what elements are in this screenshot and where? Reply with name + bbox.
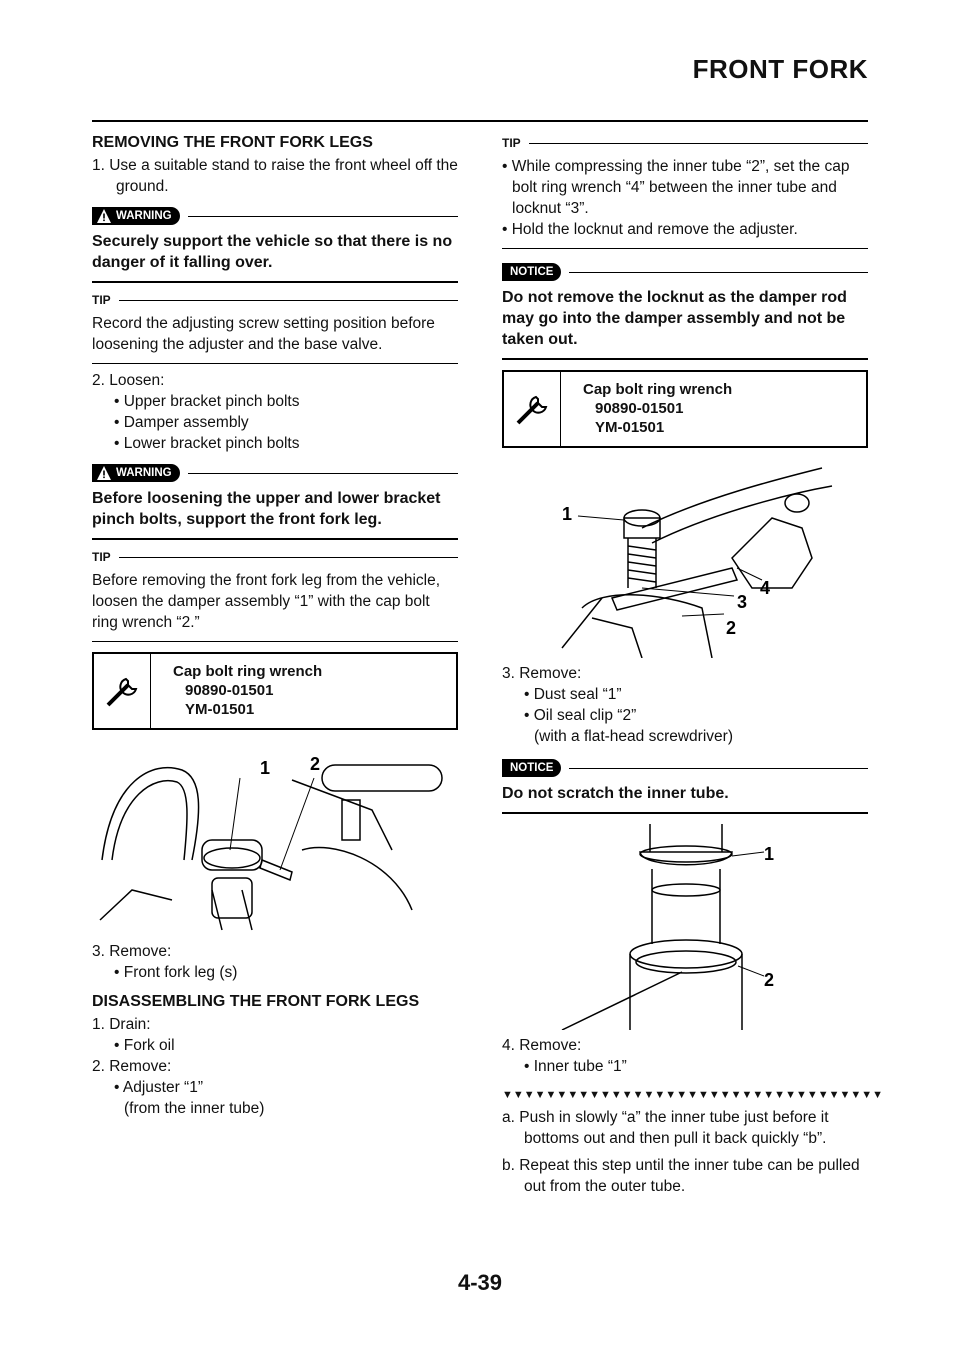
list-item: • Adjuster “1” — [114, 1079, 203, 1096]
step-2-remove: 2. Remove: — [92, 1058, 172, 1075]
tool-name: Cap bolt ring wrench — [173, 663, 323, 680]
list-item-note: (with a flat-head screwdriver) — [534, 728, 733, 745]
warning-text-2: Before loosening the upper and lower bracket pinch bolts, support the front fork leg. — [92, 490, 441, 528]
divider — [92, 641, 458, 642]
step-3-remove: 3. Remove: — [502, 665, 582, 682]
notice-header — [502, 759, 868, 777]
right-column — [502, 134, 884, 1203]
special-tool-box — [502, 370, 868, 448]
list-item-note: (from the inner tube) — [124, 1100, 265, 1117]
list-item: • Dust seal “1” — [524, 686, 622, 703]
tip-header — [92, 550, 458, 564]
divider — [502, 812, 868, 814]
warning-triangle-icon — [96, 465, 112, 481]
warning-badge — [92, 207, 180, 225]
divider — [92, 281, 458, 283]
warning-text-1: Securely support the vehicle so that there is no danger of it falling over. — [92, 233, 453, 271]
divider — [92, 363, 458, 364]
tip-label: TIP — [92, 293, 111, 307]
substep-a: a. Push in slowly “a” the inner tube just before it bottoms out and then pull it back quickly “b”. — [502, 1109, 829, 1147]
notice-header — [502, 263, 868, 281]
warning-label: WARNING — [116, 467, 172, 479]
substep-b: b. Repeat this step until the inner tube can be pulled out from the outer tube. — [502, 1157, 860, 1195]
divider — [502, 248, 868, 249]
tip-text-1: Record the adjusting screw setting position before loosening the adjuster and the base valve. — [92, 315, 435, 353]
figure-fork-cap-wrench — [92, 740, 458, 941]
figure-label: 1 — [764, 844, 775, 864]
step-4-remove: 4. Remove: — [502, 1037, 582, 1054]
step-2: 2. Loosen: — [92, 372, 165, 389]
tip-label: TIP — [502, 136, 521, 150]
tip-text-2: Before removing the front fork leg from the vehicle, loosen the damper assembly “1” with the cap bolt ring wrench “2.” — [92, 572, 441, 631]
figure-label: 2 — [726, 618, 737, 638]
section-heading-removing: REMOVING THE FRONT FORK LEGS — [92, 134, 373, 151]
tool-code: YM-01501 — [595, 419, 665, 436]
figure-dust-seal-clip — [502, 824, 868, 1035]
wrench-icon — [504, 372, 561, 446]
section-heading-disassembling: DISASSEMBLING THE FRONT FORK LEGS — [92, 993, 420, 1010]
page-number: 4-39 — [457, 1270, 503, 1295]
tool-code: YM-01501 — [185, 701, 255, 718]
tip-item: • While compressing the inner tube “2”, set the cap bolt ring wrench “4” between the inner tube and locknut “3”. — [502, 158, 850, 217]
divider — [92, 538, 458, 540]
warning-triangle-icon — [96, 208, 112, 224]
wrench-icon — [94, 654, 151, 728]
tip-label: TIP — [92, 550, 111, 564]
step-1-drain: 1. Drain: — [92, 1016, 151, 1033]
step-3: 3. Remove: — [92, 943, 172, 960]
list-item: • Upper bracket pinch bolts — [114, 393, 300, 410]
page-title: FRONT FORK — [692, 54, 868, 84]
list-item: • Fork oil — [114, 1037, 175, 1054]
step-1: 1. Use a suitable stand to raise the front wheel off the ground. — [92, 157, 458, 195]
left-column — [92, 134, 458, 1119]
list-item: • Lower bracket pinch bolts — [114, 435, 300, 452]
figure-adjuster-removal — [502, 458, 868, 663]
warning-header — [92, 207, 458, 225]
special-tool-box — [92, 652, 458, 730]
warning-header — [92, 464, 458, 482]
figure-label: 1 — [562, 504, 573, 524]
tip-header — [502, 136, 868, 150]
header-rule — [92, 120, 868, 122]
tip-item: • Hold the locknut and remove the adjuster. — [502, 221, 798, 238]
warning-badge — [92, 464, 180, 482]
figure-label: 1 — [260, 758, 271, 778]
figure-label: 2 — [310, 754, 321, 774]
notice-text-2: Do not scratch the inner tube. — [502, 785, 729, 802]
tip-header — [92, 293, 458, 307]
list-item: • Inner tube “1” — [524, 1058, 627, 1075]
figure-label: 4 — [760, 578, 771, 598]
notice-badge: NOTICE — [502, 263, 561, 281]
tool-code: 90890-01501 — [595, 400, 684, 417]
divider — [502, 358, 868, 360]
list-item: • Damper assembly — [114, 414, 249, 431]
figure-label: 2 — [764, 970, 775, 990]
list-item: • Front fork leg (s) — [114, 964, 238, 981]
notice-badge: NOTICE — [502, 759, 561, 777]
procedure-start-marker: ▼▼▼▼▼▼▼▼▼▼▼▼▼▼▼▼▼▼▼▼▼▼▼▼▼▼▼▼▼▼▼▼▼▼▼ — [502, 1089, 884, 1101]
tool-code: 90890-01501 — [185, 682, 274, 699]
tool-name: Cap bolt ring wrench — [583, 381, 733, 398]
list-item: • Oil seal clip “2” — [524, 707, 637, 724]
notice-text-1: Do not remove the locknut as the damper rod may go into the damper assembly and not be taken out. — [502, 289, 847, 348]
figure-label: 3 — [737, 592, 748, 612]
warning-label: WARNING — [116, 210, 172, 222]
